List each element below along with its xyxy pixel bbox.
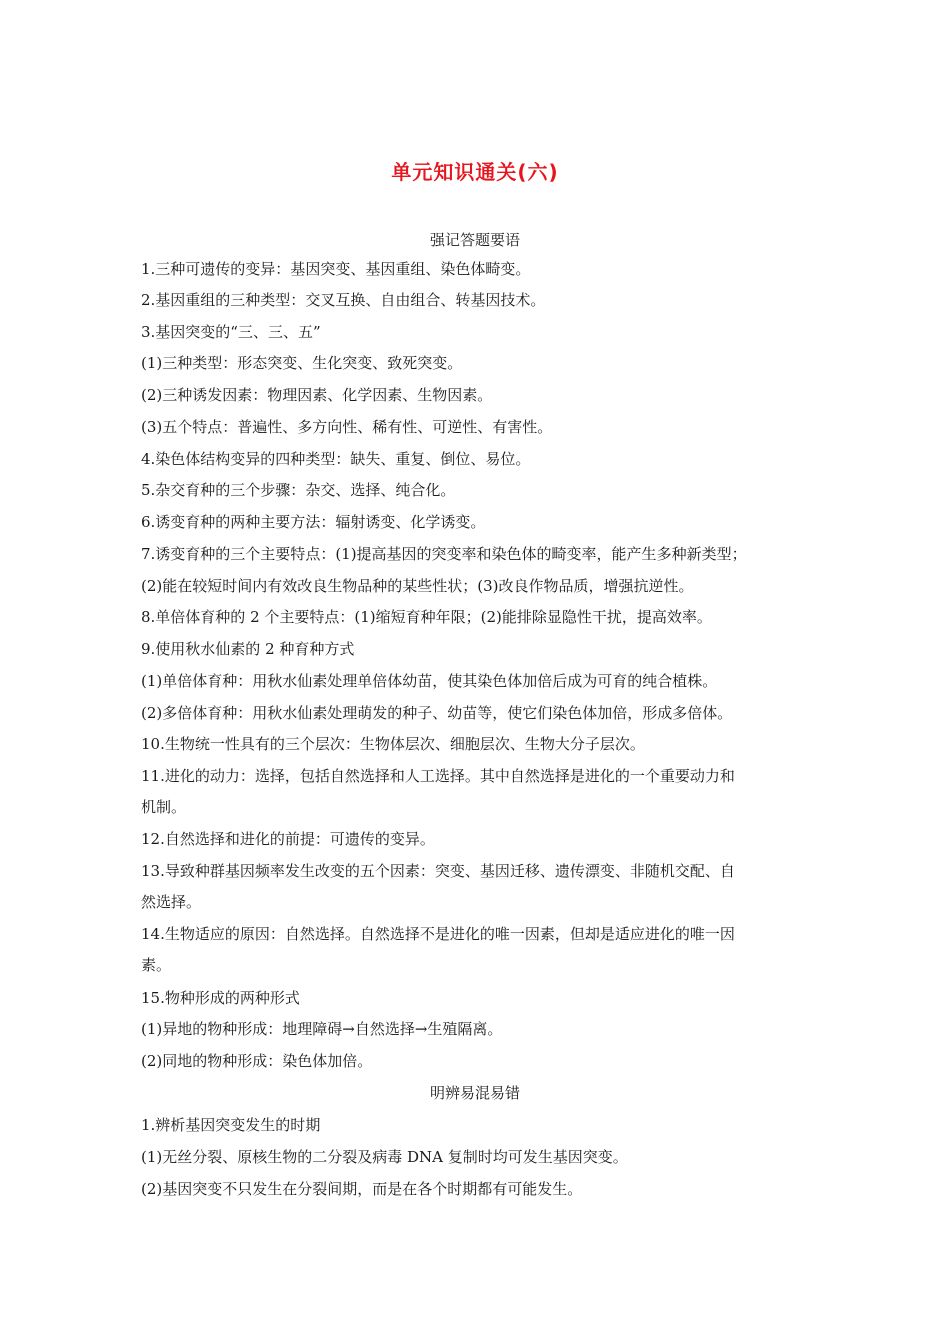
text-line: 3.基因突变的“三、三、五” [141, 323, 321, 341]
text-line: (2)三种诱发因素：物理因素、化学因素、生物因素。 [141, 386, 493, 404]
text-line: 11.进化的动力：选择，包括自然选择和人工选择。其中自然选择是进化的一个重要动力和 [141, 767, 735, 785]
text-line: (2)多倍体育种：用秋水仙素处理萌发的种子、幼苗等，使它们染色体加倍，形成多倍体。 [141, 704, 733, 722]
text-line: 13.导致种群基因频率发生改变的五个因素：突变、基因迁移、遗传漂变、非随机交配、自 [141, 862, 735, 880]
text-line: 1.辨析基因突变发生的时期 [141, 1116, 321, 1134]
text-line: 15.物种形成的两种形式 [141, 989, 300, 1007]
text-line: 14.生物适应的原因：自然选择。自然选择不是进化的唯一因素，但却是适应进化的唯一因 [141, 925, 735, 943]
section-heading-confusables: 明辨易混易错 [429, 1084, 520, 1102]
section-heading-memorize: 强记答题要语 [429, 231, 520, 249]
text-line: (2)同地的物种形成：染色体加倍。 [141, 1052, 373, 1070]
text-line: 12.自然选择和进化的前提：可遗传的变异。 [141, 830, 435, 848]
text-line: 6.诱变育种的两种主要方法：辐射诱变、化学诱变。 [141, 513, 486, 531]
page-title: 单元知识通关(六) [391, 160, 559, 184]
text-line: 10.生物统一性具有的三个层次：生物体层次、细胞层次、生物大分子层次。 [141, 735, 645, 753]
text-line: 9.使用秋水仙素的 2 种育种方式 [141, 640, 355, 658]
text-line: (1)单倍体育种：用秋水仙素处理单倍体幼苗，使其染色体加倍后成为可育的纯合植株。 [141, 672, 718, 690]
text-line: 5.杂交育种的三个步骤：杂交、选择、纯合化。 [141, 481, 456, 499]
text-line: 机制。 [141, 798, 187, 816]
text-line: 1.三种可遗传的变异：基因突变、基因重组、染色体畸变。 [141, 260, 531, 278]
text-line: (3)五个特点：普遍性、多方向性、稀有性、可逆性、有害性。 [141, 418, 553, 436]
text-line: (2)基因突变不只发生在分裂间期，而是在各个时期都有可能发生。 [141, 1180, 583, 1198]
text-line: 7.诱变育种的三个主要特点：(1)提高基因的突变率和染色体的畸变率，能产生多种新类型； [141, 545, 747, 563]
text-line: (1)三种类型：形态突变、生化突变、致死突变。 [141, 354, 463, 372]
text-line: 素。 [141, 956, 172, 974]
text-line: 然选择。 [141, 893, 202, 911]
text-line: 4.染色体结构变异的四种类型：缺失、重复、倒位、易位。 [141, 450, 531, 468]
text-line: (2)能在较短时间内有效改良生物品种的某些性状；(3)改良作物品质，增强抗逆性。 [141, 577, 694, 595]
text-line: (1)无丝分裂、原核生物的二分裂及病毒 DNA 复制时均可发生基因突变。 [141, 1148, 628, 1166]
text-line: 8.单倍体育种的 2 个主要特点：(1)缩短育种年限；(2)能排除显隐性干扰，提高效率。 [141, 608, 712, 626]
text-line: 2.基因重组的三种类型：交叉互换、自由组合、转基因技术。 [141, 291, 546, 309]
text-line: (1)异地的物种形成：地理障碍→自然选择→生殖隔离。 [141, 1020, 503, 1038]
